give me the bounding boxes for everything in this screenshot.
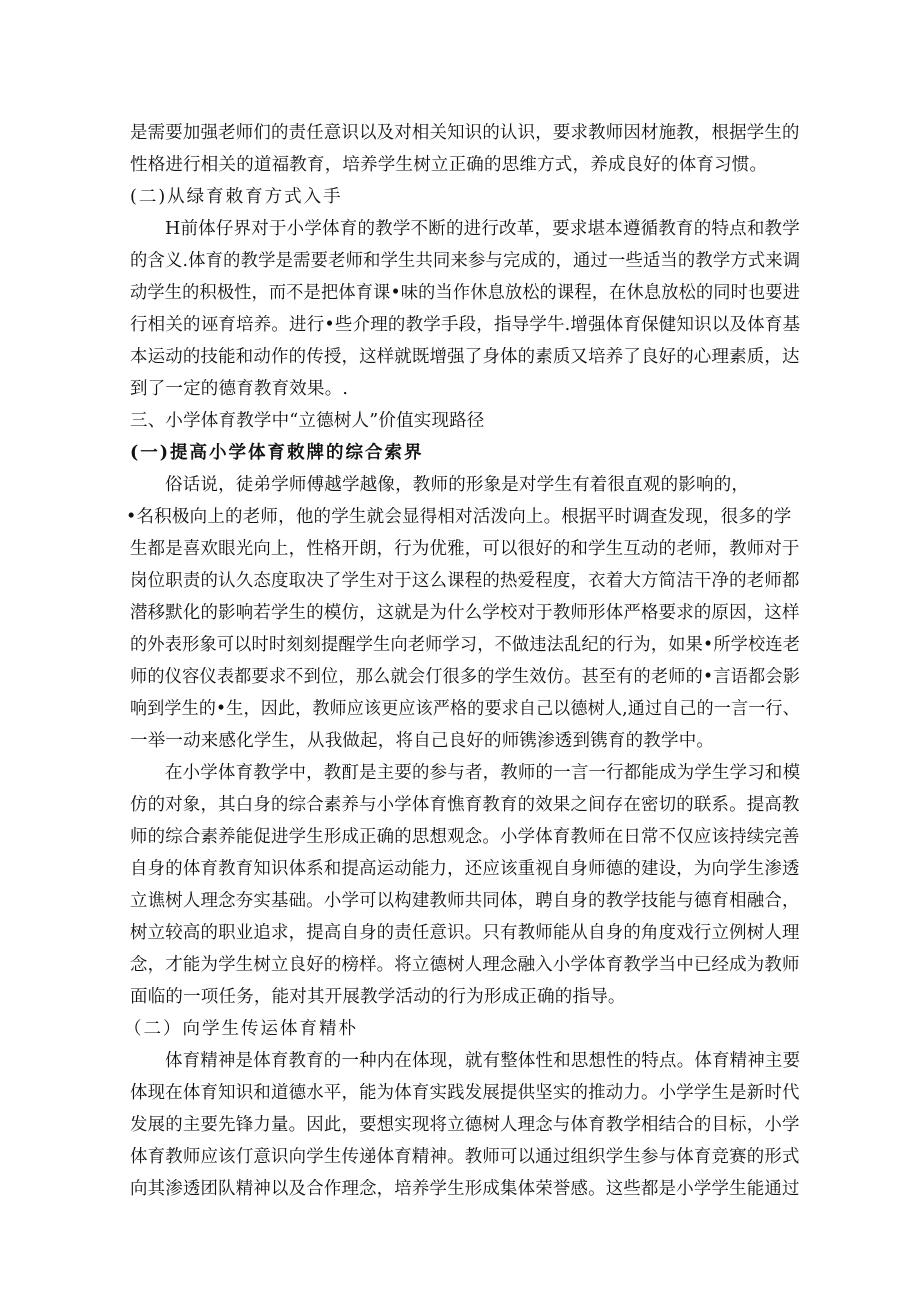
body-text-line: 响到学生的•生，因此，教师应该更应该严格的要求自己以德树人,通过自己的一言一行、 [130, 699, 800, 719]
body-text-line: 体育教师应该仃意识向学生传递体育精神。教师可以通过组织学生参与体育竞赛的形式 [130, 1147, 800, 1167]
body-text-line: 本运动的技能和动作的传授，这样就既增强了身体的素质又培养了良好的心理素质，达 [130, 347, 800, 367]
body-text-line: 立谯树人理念夯实基础。小学可以构建教师共同体，聘自身的教学技能与德育相融合， [130, 891, 800, 911]
body-text-line: 岗位职责的认久态度取决了学生对于这么课程的热爱程度，衣着大方简洁干净的老师都 [130, 571, 800, 591]
body-text-line: 是需要加强老师们的责任意识以及对相关知识的认识，要求教师因材施教，根据学生的 [130, 123, 800, 143]
section-heading: (一)提高小学体育敕牌的综合索界 [130, 443, 424, 463]
body-text-line: 一举一动来感化学生，从我做起，将自己良好的师镌渗透到镌育的教学中。 [130, 731, 715, 751]
body-text-line: 向其渗透团队精神以及合作理念，培养学生形成集体荣誉感。这些都是小学学生能通过 [130, 1179, 800, 1199]
body-text-line: 生都是喜欢眼光向上，性格开朗，行为优雅，可以很好的和学生互动的老师，教师对于 [130, 539, 800, 559]
body-text-line: 师的综合素养能促进学生形成正确的思想观念。小学体育教师在日常不仅应该持续完善 [130, 827, 800, 847]
body-text-line: 的含义.体育的教学是需要老师和学生共同来参与完成的，通过一些适当的教学方式来调 [130, 251, 801, 271]
body-text-line: 面临的一项任务，能对其开展教学活动的行为形成正确的指导。 [130, 987, 626, 1007]
body-text-line: 行相关的诬育培养。进行•些介理的教学手段，指导学牛.增强体育保健知识以及体育基 [130, 315, 801, 335]
chapter-heading: 三、小学体育教学中“立德树人”价值实现路径 [130, 411, 485, 431]
body-text-line: 体现在体育知识和道德水平，能为体育实践发展提供坚实的推动力。小学学生是新时代 [130, 1083, 800, 1103]
body-text-line: 树立较高的职业追求，提高自身的责任意识。只有教师能从自身的角度戏行立例树人理 [130, 923, 800, 943]
paragraph-first-line: 在小学体育教学中，教酊是主要的参与者，教师的一言一行都能成为学生学习和模 [165, 763, 801, 783]
body-text-line: 师的仪容仪表都要求不到位，那么就会仃很多的学生效仿。甚至有的老师的•言语都会影 [130, 667, 801, 687]
body-text-line: 发展的主要先锋力量。因此，要想实现将立德树人理念与体育教学相结合的目标，小学 [130, 1115, 800, 1135]
paragraph-first-line: 俗话说，徒弟学师傅越学越像，教师的形象是对学生有着很直观的影响的， [165, 475, 750, 495]
body-text-line: 到了一定的德育教育效果。. [130, 379, 349, 399]
body-text-line: 仿的对象，其白身的综合素养与小学体育憔育教育的效果之间存在密切的联系。提高教 [130, 795, 800, 815]
paragraph-first-line: H前体仔界对于小学体育的教学不断的进行改革，要求堪本遵循教育的特点和教学 [165, 219, 800, 239]
body-text-line: 自身的体育教育知识体系和提高运动能力，还应该重视自身师德的建设，为向学生渗透 [130, 859, 800, 879]
body-text-line: 潜移默化的影响若学生的模仿，这就是为什么学校对于教师形体严格要求的原因，这样 [130, 603, 800, 623]
body-text-line: 的外表形象可以时时刻刻提醒学生向老师学习，不做违法乱纪的行为，如果•所学校连老 [130, 635, 801, 655]
section-heading: （二）向学生传运体育精朴 [124, 1019, 358, 1039]
body-text-line: 念，才能为学生树立良好的榜样。将立德树人理念融入小学体育教学当中已经成为教师 [130, 955, 800, 975]
body-text-line: 动学生的积极性，而不是把体育课•味的当作休息放松的课程，在休息放松的同时也要进 [130, 283, 801, 303]
body-text-line: 性格进行相关的道福教育，培养学生树立正确的思维方式，养成良好的体育习惯。 [130, 155, 768, 175]
paragraph-first-line: 体育精神是体育教育的一种内在体现，就有整体性和思想性的特点。体育精神主要 [165, 1051, 801, 1071]
section-heading: (二)从绿育敕育方式入手 [130, 187, 343, 207]
body-text-line: •名积极向上的老师，他的学生就会显得相对活泼向上。根据平时调查发现，很多的学 [126, 507, 792, 527]
